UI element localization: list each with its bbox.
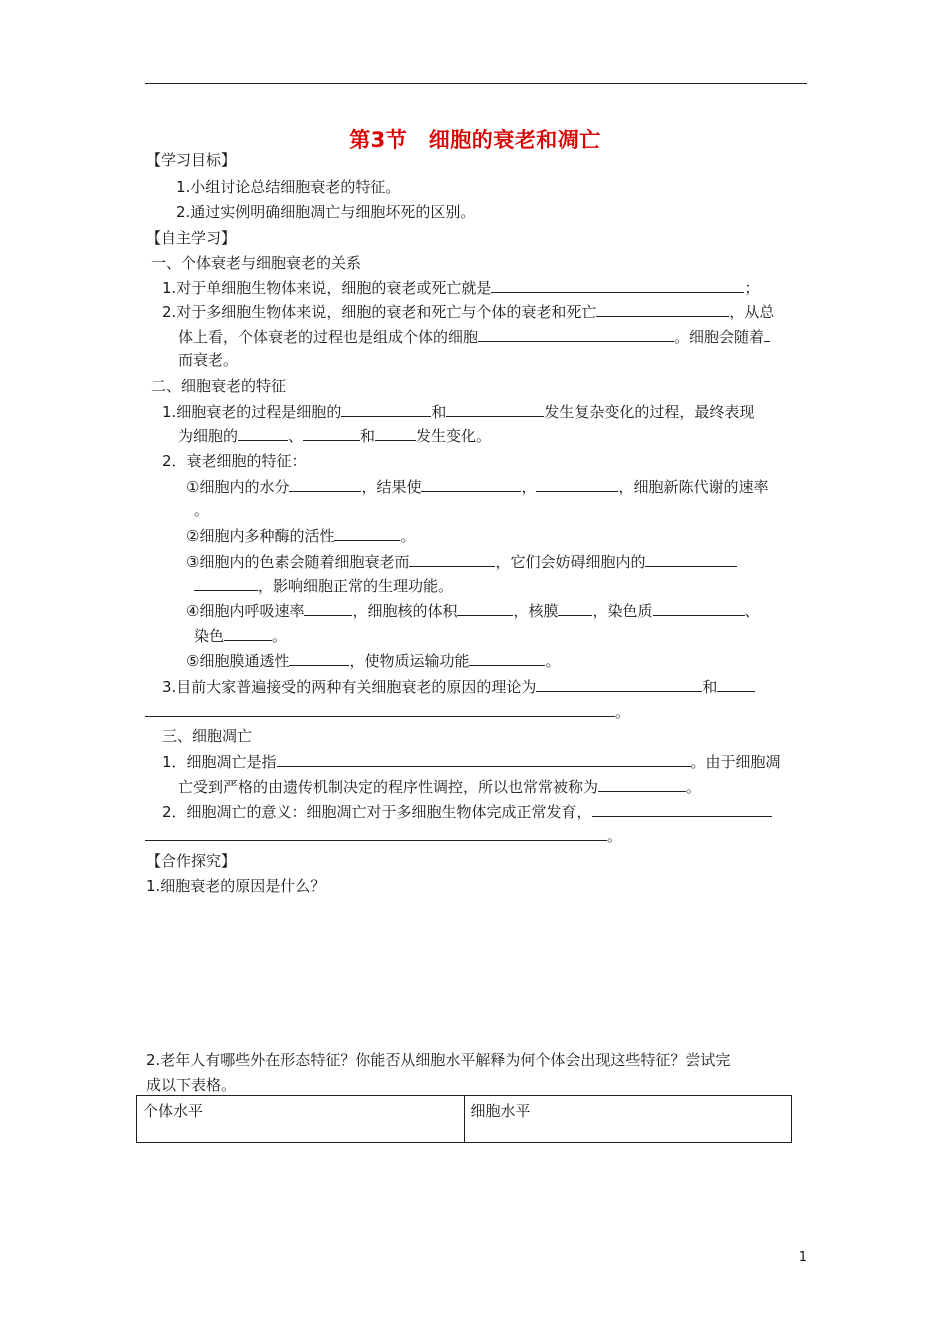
feature-3-line1	[186, 551, 737, 572]
answer-blank[interactable]	[558, 600, 592, 616]
feature-3-text-c: ，影响细胞正常的生理功能。	[258, 577, 454, 595]
comparison-table	[136, 1095, 792, 1143]
answer-blank[interactable]	[536, 676, 702, 692]
section-self-study-heading: 【自主学习】	[146, 229, 237, 247]
answer-blank[interactable]	[289, 650, 349, 666]
feature-2-text: ②细胞内多种酶的活性	[186, 527, 335, 545]
feature-2	[186, 525, 415, 546]
answer-blank[interactable]	[409, 551, 495, 567]
feature-1-comma: ，	[521, 478, 537, 496]
coop-question-2-line1: 2.老年人有哪些外在形态特征？你能否从细胞水平解释为何个体会出现这些特征？尝试完	[146, 1051, 731, 1069]
header-rule	[145, 83, 807, 84]
part3-q1-end: 。	[686, 778, 702, 796]
answer-blank[interactable]	[145, 701, 615, 717]
answer-blank[interactable]	[717, 676, 755, 692]
answer-blank[interactable]	[596, 301, 729, 317]
answer-blank[interactable]	[592, 801, 772, 817]
coop-question-1: 1.细胞衰老的原因是什么？	[146, 877, 326, 895]
feature-1-text: ①细胞内的水分	[186, 478, 290, 496]
feature-3-text: ③细胞内的色素会随着细胞衰老而	[186, 553, 410, 571]
answer-blank[interactable]	[304, 600, 352, 616]
part-2-title: 二、细胞衰老的特征	[151, 377, 287, 395]
section-cooperative-heading: 【合作探究】	[146, 852, 237, 870]
feature-4-text-f: 染色	[194, 627, 225, 645]
feature-3-line2	[194, 575, 453, 596]
part-1-title: 一、个体衰老与细胞衰老的关系	[151, 254, 362, 272]
feature-2-end: 。	[400, 527, 416, 545]
part3-q2-line2	[145, 825, 622, 846]
part2-q1-and-2: 和	[360, 427, 376, 445]
feature-5-text-b: ，使物质运输功能	[349, 652, 470, 670]
answer-blank[interactable]	[598, 776, 686, 792]
feature-4-text-b: ，细胞核的体积	[352, 602, 458, 620]
answer-blank[interactable]	[145, 825, 607, 841]
part1-q2-text-d: 。细胞会随着	[674, 328, 765, 346]
part1-q1-end: ；	[744, 279, 760, 297]
answer-blank[interactable]	[469, 650, 545, 666]
part2-q3-end: 。	[615, 703, 631, 721]
part2-q3-line1	[162, 676, 755, 697]
part2-q2: 2．衰老细胞的特征：	[162, 452, 307, 470]
part2-q1-text: 1.细胞衰老的过程是细胞的	[162, 403, 342, 421]
answer-blank[interactable]	[457, 600, 513, 616]
part3-q1-text-c: 亡受到严格的由遗传机制决定的程序性调控，所以也常常被称为	[178, 778, 599, 796]
part2-q1-line1	[162, 401, 754, 422]
section-goals-heading: 【学习目标】	[146, 151, 237, 169]
goal-1: 1.小组讨论总结细胞衰老的特征。	[176, 178, 401, 196]
part2-q1-line2	[178, 425, 491, 446]
feature-4-sep: 、	[744, 602, 760, 620]
answer-blank[interactable]	[491, 277, 744, 293]
answer-blank[interactable]	[446, 401, 544, 417]
answer-blank[interactable]	[194, 575, 258, 591]
part1-q2-line1	[162, 301, 774, 322]
part2-q3-and: 和	[702, 678, 718, 696]
part1-q1-text: 1.对于单细胞生物体来说，细胞的衰老或死亡就是	[162, 279, 492, 297]
part2-q1-sep: 、	[288, 427, 304, 445]
answer-blank[interactable]	[334, 525, 400, 541]
part3-q1-line2	[178, 776, 701, 797]
part3-q2-line1	[162, 801, 772, 822]
answer-blank[interactable]	[289, 476, 361, 492]
answer-blank[interactable]	[645, 551, 737, 567]
table-cell-individual-level[interactable]: 个体水平	[137, 1096, 465, 1143]
feature-5-text: ⑤细胞膜通透性	[186, 652, 290, 670]
part1-q2-text-b: ，从总	[729, 303, 775, 321]
part2-q1-text-d: 为细胞的	[178, 427, 239, 445]
answer-blank[interactable]	[536, 476, 618, 492]
part2-q3-line2	[145, 701, 630, 722]
part3-q2-text: 2．细胞凋亡的意义：细胞凋亡对于多细胞生物体完成正常发育，	[162, 803, 592, 821]
part1-q2-line2	[178, 326, 770, 347]
answer-blank[interactable]	[653, 600, 745, 616]
feature-4-line2	[194, 625, 287, 646]
feature-3-text-b: ，它们会妨碍细胞内的	[495, 553, 646, 571]
answer-blank[interactable]	[764, 326, 770, 342]
table-cell-cell-level[interactable]: 细胞水平	[464, 1096, 792, 1143]
feature-5-end: 。	[545, 652, 561, 670]
answer-blank[interactable]	[303, 425, 360, 441]
page-number: 1	[798, 1250, 807, 1265]
part1-q1	[162, 277, 759, 298]
feature-4-text: ④细胞内呼吸速率	[186, 602, 305, 620]
answer-blank[interactable]	[277, 751, 691, 767]
feature-4-text-c: ，核膜	[513, 602, 559, 620]
answer-blank[interactable]	[238, 425, 288, 441]
feature-4-text-d: ，染色质	[592, 602, 653, 620]
feature-1-text-b: ，结果使	[361, 478, 422, 496]
part3-q1-text: 1．细胞凋亡是指	[162, 753, 277, 771]
part3-q2-end: 。	[607, 827, 623, 845]
page-title: 第3节 细胞的衰老和凋亡	[349, 128, 601, 152]
part2-q3-text: 3.目前大家普遍接受的两种有关细胞衰老的原因的理论为	[162, 678, 537, 696]
part3-q1-line1	[162, 751, 781, 772]
feature-4-line1	[186, 600, 760, 621]
answer-blank[interactable]	[421, 476, 521, 492]
coop-question-2-line2: 成以下表格。	[146, 1076, 237, 1094]
answer-blank[interactable]	[341, 401, 431, 417]
part2-q1-and: 和	[431, 403, 447, 421]
part2-q1-text-c: 发生复杂变化的过程，最终表现	[544, 403, 755, 421]
part1-q2-line3: 而衰老。	[178, 351, 239, 369]
part2-q1-text-g: 发生变化。	[416, 427, 492, 445]
feature-1-end: 。	[194, 501, 210, 519]
answer-blank[interactable]	[478, 326, 674, 342]
answer-blank[interactable]	[375, 425, 416, 441]
part1-q2-text: 2.对于多细胞生物体来说，细胞的衰老和死亡与个体的衰老和死亡	[162, 303, 597, 321]
feature-1-text-d: ，细胞新陈代谢的速率	[618, 478, 769, 496]
part1-q2-text-c: 体上看，个体衰老的过程也是组成个体的细胞	[178, 328, 479, 346]
feature-4-end: 。	[272, 627, 288, 645]
feature-1-line1	[186, 476, 769, 497]
goal-2: 2.通过实例明确细胞凋亡与细胞坏死的区别。	[176, 203, 476, 221]
answer-blank[interactable]	[224, 625, 272, 641]
part3-q1-text-b: 。由于细胞凋	[690, 753, 781, 771]
table-row	[137, 1096, 792, 1143]
feature-5	[186, 650, 560, 671]
part-3-title: 三、细胞凋亡	[162, 727, 253, 745]
